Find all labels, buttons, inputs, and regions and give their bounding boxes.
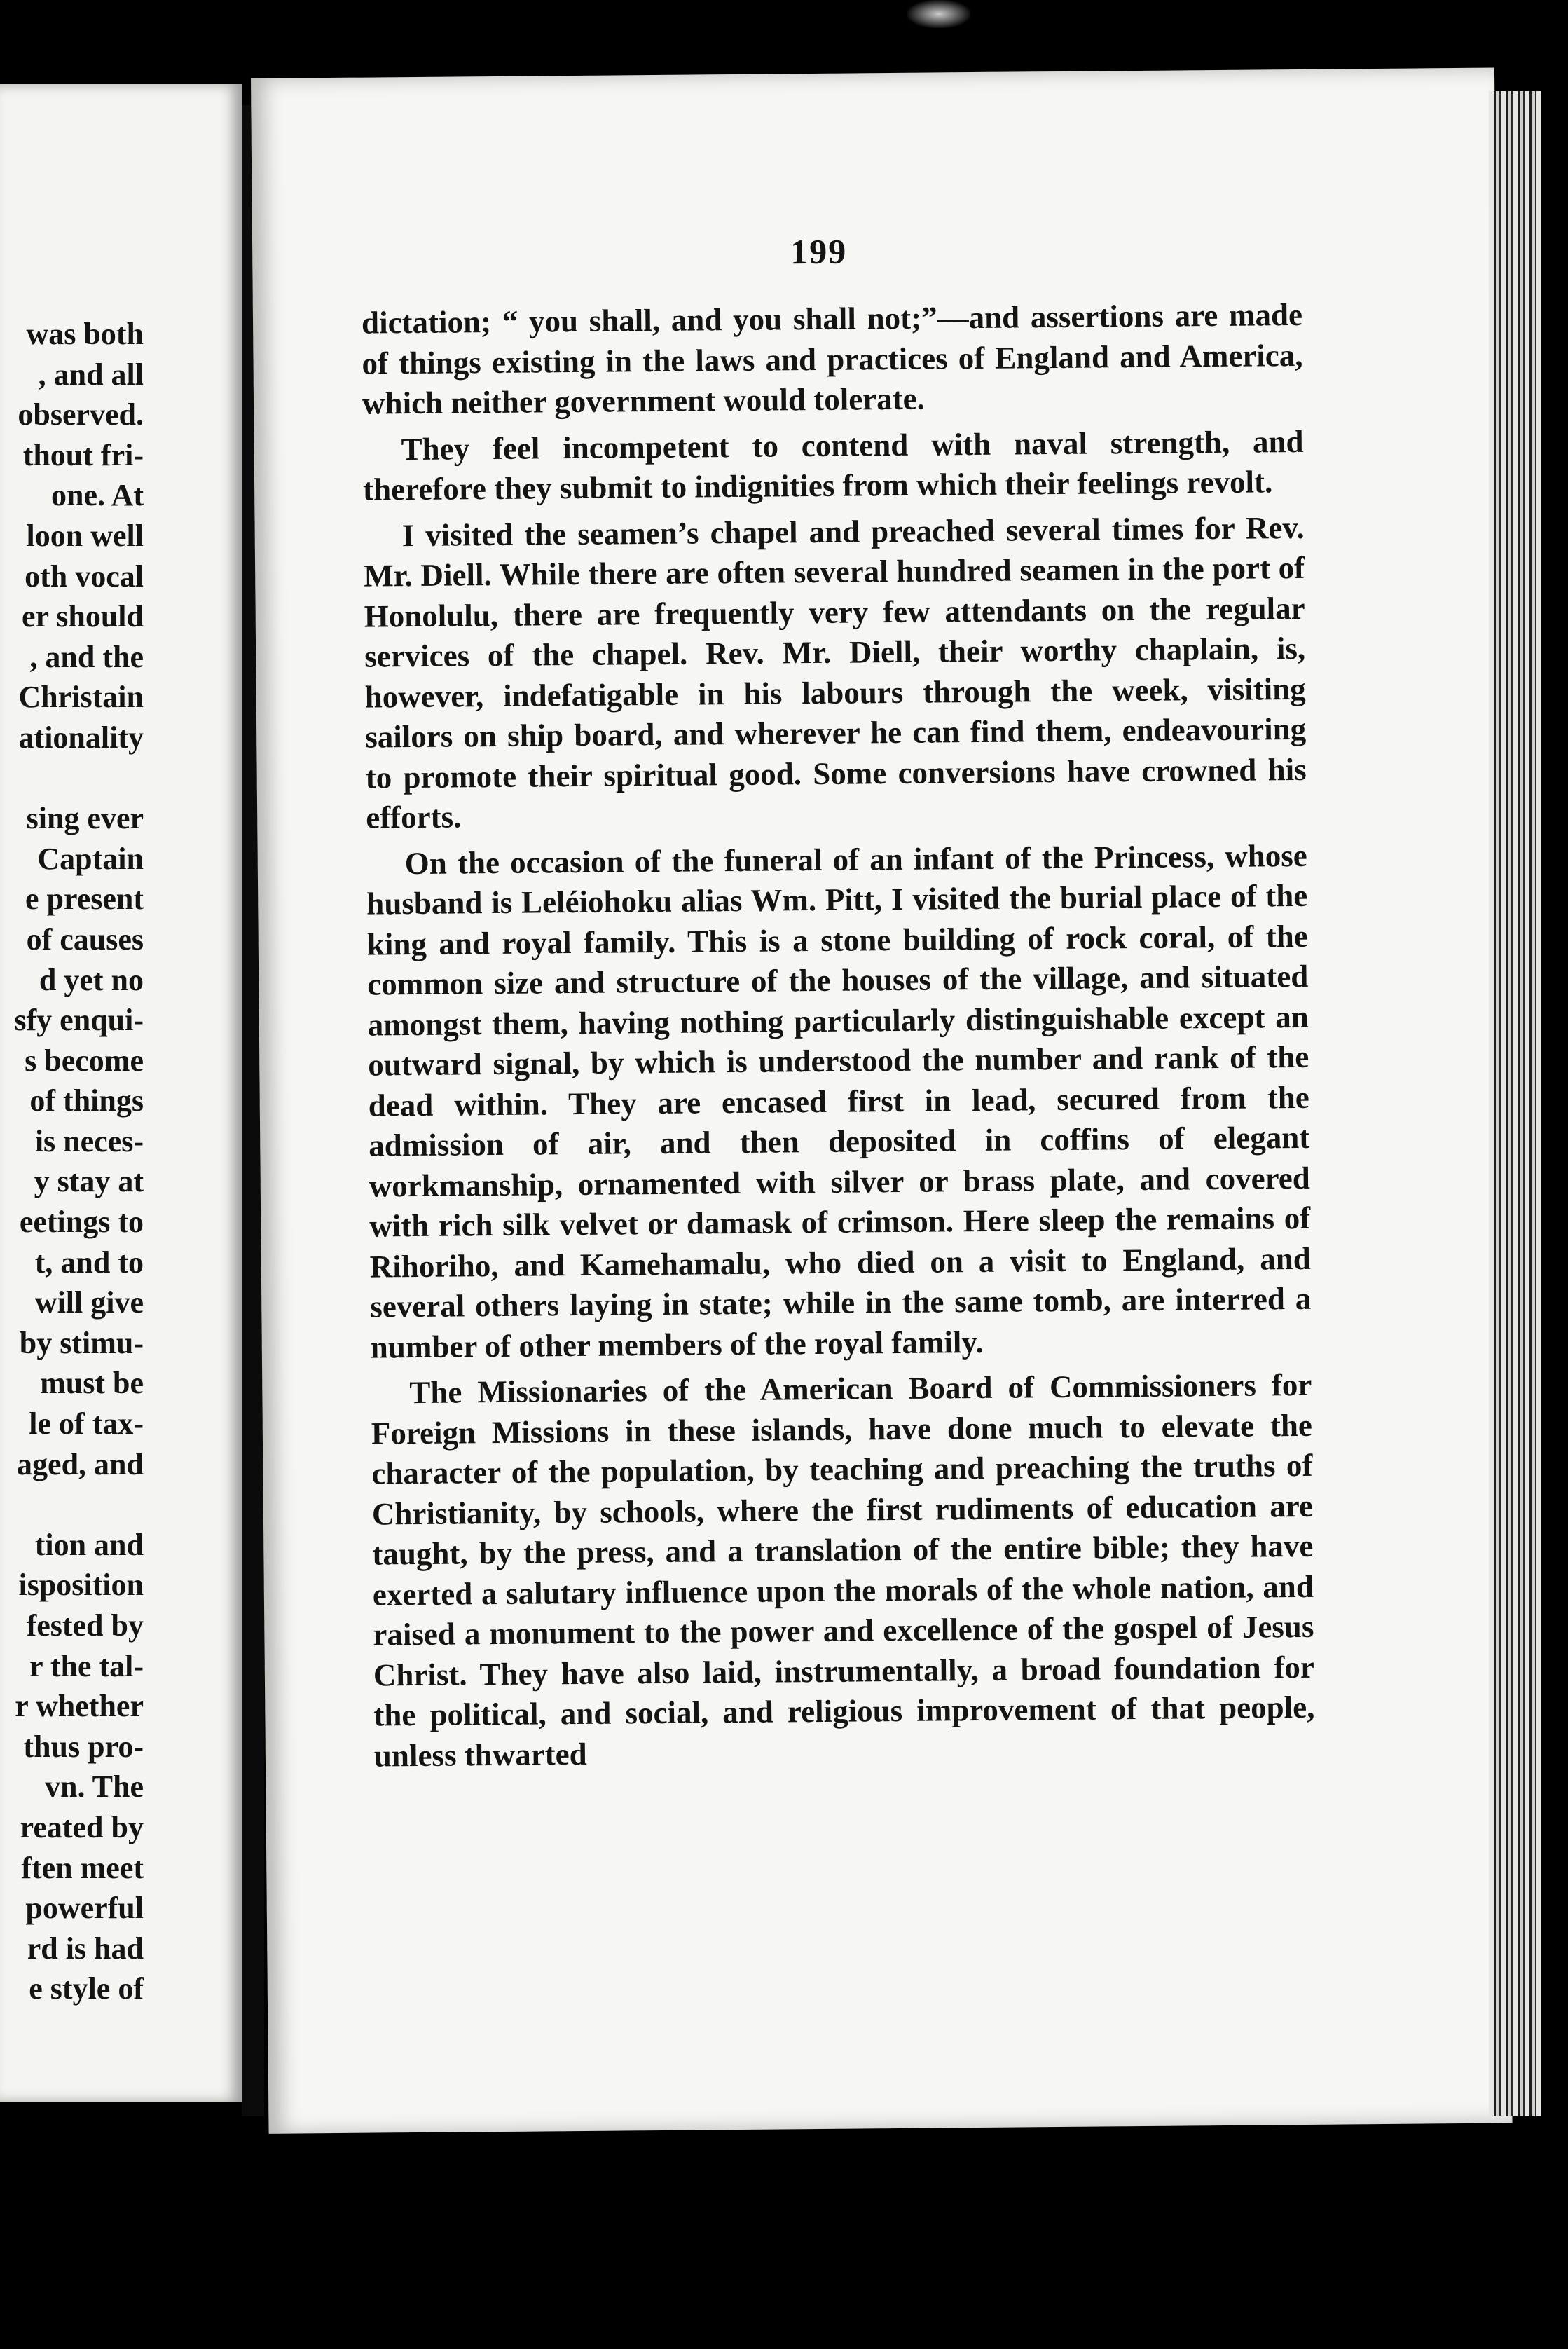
left-line: will give [34,1285,144,1320]
left-line: e style of [29,1971,144,2006]
left-line: one. At [51,478,144,513]
left-line: of things [29,1083,144,1118]
left-line: isposition [18,1568,144,1603]
left-line [14,758,144,799]
left-line: ften meet [21,1850,144,1885]
left-line: le of tax- [29,1406,144,1441]
left-line: Captain [37,841,144,876]
left-line: must be [40,1366,144,1401]
left-line: powerful [25,1891,144,1926]
left-line: e present [25,882,144,917]
left-line: Christain [18,680,144,715]
left-line: fested by [26,1608,144,1643]
paragraph: On the occasion of the funeral of an infant of the Princess, whose husband is Leléiohoku alias Wm. Pitt, I visited the burial place of the king and royal family. This is a stone building of rock coral, of the common size and structure of the houses of the village, and situated amongst them, having nothing particularly distinguishable except an outward signal, by which is understood the number and rank of the dead within. They are encased first in lead, secured from the admission of air, and then deposited in coffins of elegant workmanship, ornamented with silver or brass plate, and covered with rich silk velvet or damask of crimson. Here sleep the remains of Rihoriho, and Kamehamalu, who died on a visit to England, and several others laying in state; while in the same tomb, are interred a number of other members of the royal family. [366,837,1312,1365]
left-line: , and all [38,357,144,392]
paragraph: I visited the seamen’s chapel and preached several times for Rev. Mr. Diell. While there are often several hundred seamen in the port of Honolulu, there are frequently very few attendants on the regular services of the chapel. Rev. Mr. Diell, their worthy chaplain, is, however, indefatigable in his labours through the week, visiting sailors on ship board, and wherever he can find them, endeavouring to promote their spiritual good. Some conversions have crowned his efforts. [363,509,1307,835]
left-line [14,1484,144,1525]
left-line: s become [25,1043,144,1078]
left-line: r whether [15,1689,144,1724]
left-page-text [14,314,144,2009]
left-line: reated by [20,1809,144,1844]
left-line: eetings to [19,1205,144,1240]
left-line: r the tal- [29,1648,144,1683]
left-line: rd is had [27,1931,144,1966]
page-number: 199 [790,231,848,272]
paragraph: dictation; “ you shall, and you shall not;”—and assertions are made of things existing in the laws and practices of England and America, which neither government would tolerate. [361,296,1303,421]
left-page [0,84,242,2102]
left-line: is neces- [34,1123,144,1158]
left-line: ationality [18,720,144,755]
left-line: observed. [18,397,144,432]
left-line: thout fri- [22,437,144,472]
left-line: er should [21,599,144,634]
left-line: tion and [34,1527,144,1562]
left-line: d yet no [39,962,144,997]
left-line: sfy enqui- [14,1003,144,1038]
left-line: by stimu- [19,1325,144,1360]
left-line: loon well [26,518,144,553]
left-line: sing ever [26,801,144,836]
left-line: thus pro- [23,1729,144,1764]
left-line: , and the [29,639,144,674]
left-line: vn. The [44,1769,144,1804]
left-line: t, and to [34,1245,144,1280]
left-line: y stay at [34,1164,144,1199]
page-edges [1489,91,1541,2116]
left-line: aged, and [17,1446,144,1481]
right-page [251,68,1513,2134]
scan-smudge [907,0,970,28]
left-line: was both [26,317,144,351]
paragraph: They feel incompetent to contend with naval strength, and therefore they submit to indignities from which their feelings revolt. [362,423,1304,507]
left-line: oth vocal [25,559,144,594]
left-line: of causes [26,922,144,957]
body-text [362,295,1315,1776]
paragraph: The Missionaries of the American Board of Commissioners for Foreign Missions in these islands, have done much to elevate the character of the population, by teaching and preaching the truths of Christianity, by schools, where the first rudiments of education are taught, by the press, and a translation of the entire bible; they have exerted a salutary influence upon the morals of the whole nation, and raised a monument to the power and excellence of the gospel of Jesus Christ. They have also laid, instrumentally, a broad foundation for the political, and social, and religious improvement of that people, unless thwarted [371,1367,1315,1774]
